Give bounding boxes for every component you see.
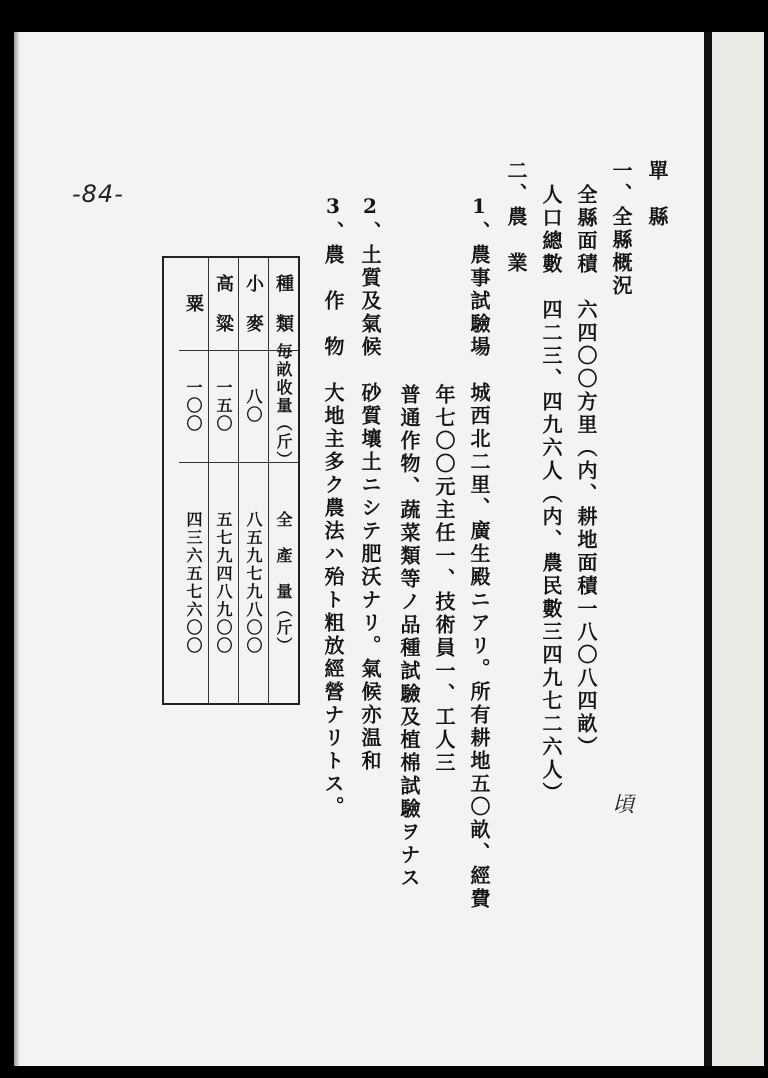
table-cell-crop: 小 麥: [239, 258, 268, 351]
text-line-trials: 普通作物、蔬菜類等ノ品種試驗及植棉試驗ヲナス: [397, 384, 421, 890]
table-header-row: [268, 258, 298, 703]
next-page-margin: [712, 32, 764, 1066]
table-row: [179, 258, 208, 703]
text-line-soil-climate: 2、土質及氣候 砂質壤土ニシテ肥沃ナリ。氣候亦温和: [358, 194, 382, 773]
table-row: [238, 258, 268, 703]
table-row: [208, 258, 238, 703]
page-edge: [704, 32, 712, 1066]
page-fold-shadow: [14, 32, 20, 1066]
table-cell-yield: 一〇〇: [179, 350, 208, 463]
county-title: 單 縣: [645, 160, 669, 229]
page-number: -84-: [72, 180, 124, 208]
text-line-crops: 3、農 作 物 大地主多ク農法ハ殆ト粗放經營ナリトス。: [321, 194, 345, 819]
table-cell-total: 五七九四八九〇〇: [214, 510, 233, 655]
table-cell-total: 八五九七九八〇〇: [244, 510, 263, 655]
document-page: [14, 32, 764, 1066]
table-cell-crop: 粟: [179, 258, 208, 351]
handwritten-note: 頃: [609, 792, 634, 814]
crop-yield-table: [162, 256, 300, 705]
table-cell-total: 四三六五七六〇〇: [184, 510, 203, 655]
table-cell-yield: 一五〇: [209, 350, 238, 463]
text-line-experiment-station: 1、農事試驗場 城西北二里、廣生殿ニアリ。所有耕地五〇畝、經費: [467, 194, 491, 911]
section-heading-agriculture: 二、農 業: [504, 160, 528, 275]
section-heading-overview: 一、全縣概況: [609, 160, 633, 298]
table-cell-crop: 高 粱: [209, 258, 238, 351]
text-line-budget: 年七〇〇元主任一、技術員一、工人三: [432, 384, 456, 775]
header-yield-per-mu: 毎畝收量（斤）: [269, 350, 298, 463]
header-crop-type: 種 類: [269, 258, 298, 351]
text-line-population: 人口總數 四二三、四九六人（内、農民數三四九七二六人）: [539, 184, 563, 805]
table-cell-yield: 八〇: [239, 350, 268, 463]
header-total-output: 全 產 量（斤）: [274, 510, 293, 655]
text-line-area: 全縣面積 六四〇〇方里（内、耕地面積一八〇八四畝）: [574, 184, 598, 759]
